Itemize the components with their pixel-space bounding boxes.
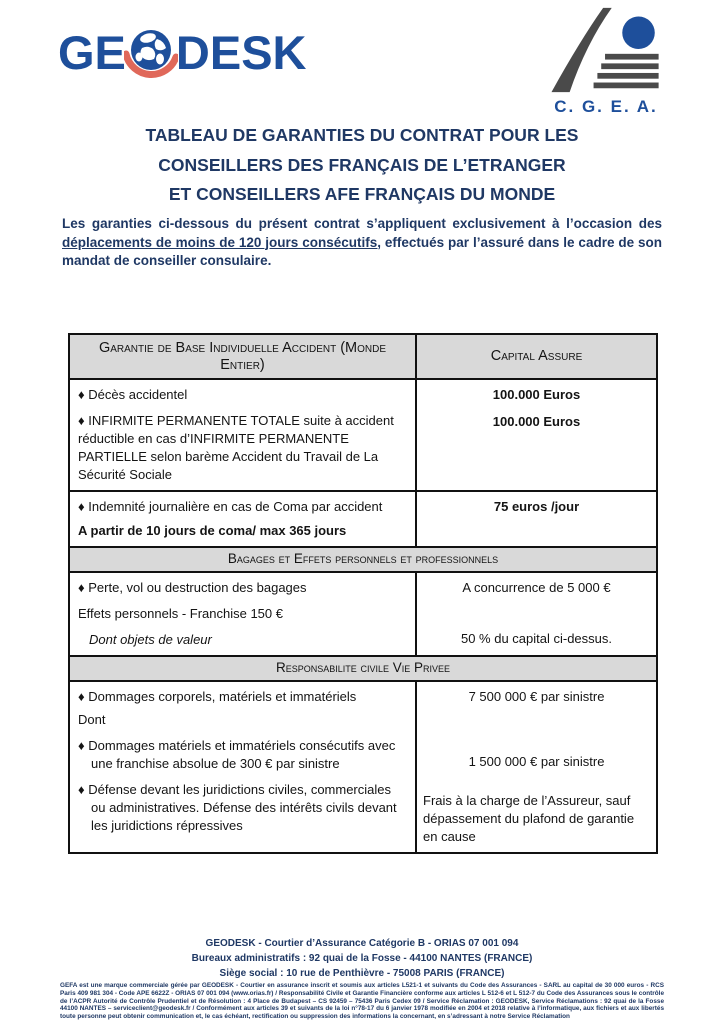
bullet-diamond-icon: ♦ xyxy=(78,689,85,704)
footer-line-orias: GEODESK - Courtier d’Assurance Catégorie B - ORIAS 07 001 094 xyxy=(205,938,519,949)
table-header-row xyxy=(70,335,656,380)
item-dommages-corporels: ♦ Dommages corporels, matériels et immatériels xyxy=(78,689,357,704)
item-objets-valeur: Dont objets de valeur xyxy=(89,632,212,647)
title-line-3: ET CONSEILLERS AFE FRANÇAIS DU MONDE xyxy=(168,184,556,204)
bullet-diamond-icon: ♦ xyxy=(78,413,85,428)
cgea-emblem-icon xyxy=(543,81,669,98)
footer-line-bureaux: Bureaux administratifs : 92 quai de la Fosse - 44100 NANTES (FRANCE) xyxy=(191,953,533,964)
section-band-bagages: Bagages et Effets personnels et professionnels xyxy=(70,548,656,573)
bullet-diamond-icon: ♦ xyxy=(78,580,85,595)
table-row-bagages xyxy=(70,573,656,657)
item-defense: ♦ Défense devant les juridictions civiles, commerciales ou administratives. Défense des intérêts civils devant les juridictions répressives xyxy=(78,782,397,833)
intro-underlined-clause: déplacements de moins de 120 jours consécutifs, xyxy=(62,234,381,250)
document-title xyxy=(0,121,724,210)
geodesk-logo-text-left: GE xyxy=(58,25,126,79)
header-capital-cell: Capital Assure xyxy=(490,348,583,364)
geodesk-logo-text-right: DESK xyxy=(175,25,307,79)
globe-icon xyxy=(126,20,176,85)
table-row-responsabilite xyxy=(70,682,656,852)
title-line-2: CONSEILLERS DES FRANÇAIS DE L’ETRANGER xyxy=(158,154,566,175)
footer-line-siege: Siège social : 10 rue de Penthièvre - 75008 PARIS (FRANCE) xyxy=(219,968,505,979)
item-deces: ♦ Décès accidentel xyxy=(78,387,188,402)
item-effets-personnels: Effets personnels - Franchise 150 € xyxy=(78,606,283,621)
item-dont: Dont xyxy=(78,712,106,727)
value-coma: 75 euros /jour xyxy=(493,499,580,514)
table-row-coma xyxy=(70,492,656,548)
table-row-deces-infirmite xyxy=(70,380,656,492)
intro-tail: effectués par l’assuré dans le cadre de son mandat de conseiller consulaire. xyxy=(62,234,663,268)
value-bagages: A concurrence de 5 000 € xyxy=(462,580,611,595)
value-objets-valeur: 50 % du capital ci-dessus. xyxy=(460,631,613,646)
item-coma: ♦ Indemnité journalière en cas de Coma par accident xyxy=(78,499,383,514)
bullet-diamond-icon: ♦ xyxy=(78,782,85,797)
intro-lead: Les garanties ci-dessous du présent contrat s’appliquent exclusivement à l’occasion des xyxy=(62,216,662,231)
footer-address-block xyxy=(0,936,724,981)
bullet-diamond-icon: ♦ xyxy=(78,387,85,402)
value-dommages-materiels: 1 500 000 € par sinistre xyxy=(468,754,605,769)
header-guarantee-cell: Garantie de Base Individuelle Accident (Monde Entier) xyxy=(70,335,417,378)
geodesk-logo xyxy=(58,20,307,85)
title-line-1: TABLEAU DE GARANTIES DU CONTRAT POUR LES xyxy=(145,125,579,145)
value-defense: Frais à la charge de l’Assureur, sauf dépassement du plafond de garantie en cause xyxy=(423,793,635,844)
item-dommages-materiels: ♦ Dommages matériels et immatériels consécutifs avec une franchise absolue de 300 € par sinistre xyxy=(78,738,396,771)
item-bagages: ♦ Perte, vol ou destruction des bagages xyxy=(78,580,307,595)
item-infirmite: ♦ INFIRMITE PERMANENTE TOTALE suite à accident réductible en cas d’INFIRMITE PERMANENTE PARTIELLE selon barème Accident du Travail de La Sécurité Sociale xyxy=(78,413,394,482)
bullet-diamond-icon: ♦ xyxy=(78,499,85,514)
legal-small-print: GEFA est une marque commerciale gérée par GEODESK - Courtier en assurance inscrit et soumis aux articles L521-1 et suivants du Code des Assurances - SARL au capital de 30 000 euros - RCS Paris 409 981 304 - Code APE 6622Z - ORIAS 07 001 094 (www.orias.fr) / Responsabilité Civile et Garantie Financière conforme aux articles L 512-6 et L 512-7 du Code des Assurances sous le contrôle de l’ACPR Autorité de Contrôle Prudentiel et de Résolution : 4 Place de Budapest – CS 92459 – 75436 Paris Cedex 09 / Service Réclamation : GEODESK, Service Réclamations : 92 quai de la Fosse 44100 NANTES – serviceclient@geodesk.fr / Conformément aux articles 39 et suivants de la loi n°78-17 du 6 janvier 1978 modifiée en 2004 et 2018 relative à l’informatique, aux fichiers et aux libertés toute personne peut obtenir communication et, le cas échéant, rectification ou suppression des informations la concernant, en s’adressant à notre Service Réclamation xyxy=(60,982,664,1021)
value-deces: 100.000 Euros xyxy=(492,387,581,402)
intro-paragraph xyxy=(62,215,662,271)
section-band-responsabilite: Responsabilite civile Vie Privee xyxy=(70,657,656,682)
cgea-logo xyxy=(536,6,676,117)
bullet-diamond-icon: ♦ xyxy=(78,738,85,753)
guarantees-table xyxy=(68,333,658,854)
value-infirmite: 100.000 Euros xyxy=(492,414,581,429)
cgea-logo-text: C. G. E. A. xyxy=(554,97,658,116)
item-coma-note: A partir de 10 jours de coma/ max 365 jours xyxy=(78,523,347,538)
value-dommages-corporels: 7 500 000 € par sinistre xyxy=(468,689,605,704)
